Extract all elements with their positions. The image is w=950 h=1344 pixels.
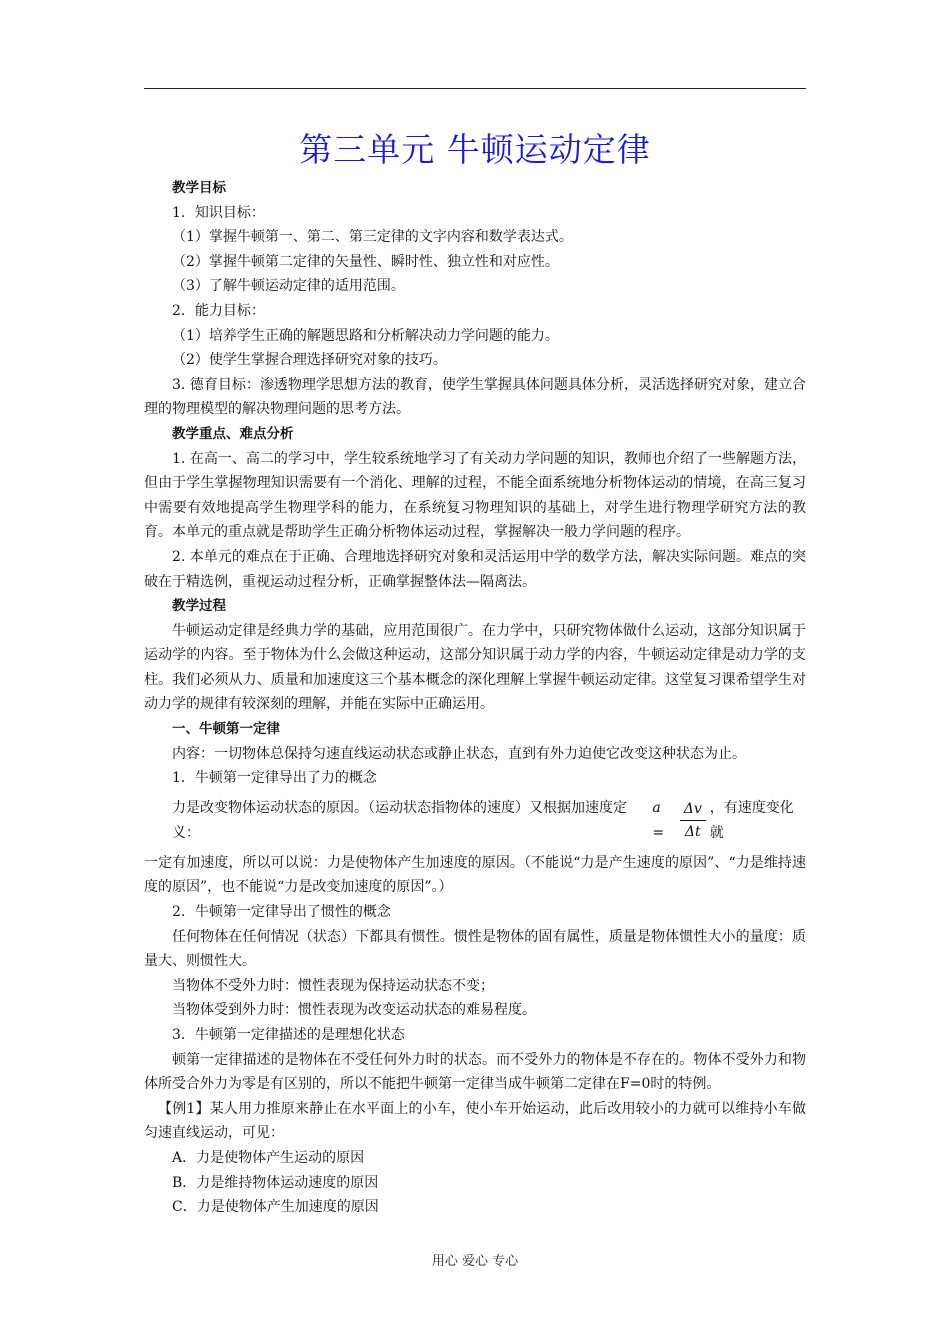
focus-paragraph-2: 2. 本单元的难点在于正确、合理地选择研究对象和灵活运用中学的数学方法，解决实际问题。难点的突破在于精选例，重视运动过程分析，正确掌握整体法—隔离法。 [144, 548, 806, 590]
goal-moral: 3. 德育目标：渗透物理学思想方法的教育，使学生掌握具体问题具体分析，灵活选择研究对象，建立合理的物理模型的解决物理问题的思考方法。 [144, 376, 806, 418]
law1-point-3: 3．牛顿第一定律描述的是理想化状态 [172, 1027, 405, 1043]
process-heading: 教学过程 [172, 598, 226, 615]
law1-point-3-a: 顿第一定律描述的是物体在不受任何外力时的状态。而不受外力的物体是不存在的。物体不受外力和物体所受合外力为零是有区别的，所以不能把牛顿第一定律当成牛顿第二定律在F=0时的特例。 [144, 1051, 806, 1093]
acceleration-formula [646, 796, 709, 845]
formula-denominator: Δt [684, 824, 701, 841]
law1-content: 内容：一切物体总保持匀速直线运动状态或静止状态，直到有外力迫使它改变这种状态为止。 [172, 745, 746, 762]
law1-point-1-cont: 一定有加速度，所以可以说：力是使物体产生加速度的原因。（不能说“力是产生速度的原因”、“力是维持速度的原因”，也不能说“力是改变加速度的原因”。） [144, 854, 806, 896]
law1-point-2-a: 任何物体在任何情况（状态）下都具有惯性。惯性是物体的固有属性，质量是物体惯性大小的量度：质量大、则惯性大。 [144, 928, 806, 970]
goal-knowledge: 1．知识目标： [172, 204, 265, 221]
goal-ability: 2．能力目标： [172, 302, 265, 319]
option-a: A．力是使物体产生运动的原因 [172, 1149, 365, 1166]
page-footer: 用心 爱心 专心 [431, 1254, 519, 1269]
formula-lead-text: 力是改变物体运动状态的原因。（运动状态指物体的速度）又根据加速度定义： [172, 800, 627, 841]
formula-line [144, 791, 806, 851]
formula-numerator: Δv [683, 801, 702, 818]
formula-tail-text: ，有速度变化就 [709, 800, 794, 841]
goals-heading: 教学目标 [172, 180, 226, 196]
process-intro: 牛顿运动定律是经典力学的基础，应用范围很广。在力学中，只研究物体做什么运动，这部分知识属于运动学的内容。至于物体为什么会做这种运动，这部分知识属于动力学的内容，牛顿运动定律是动力学的支柱。我们必须从力、质量和加速度这三个基本概念的深化理解上掌握牛顿运动定律。这堂复习课希望学生对动力学的规律有较深刻的理解，并能在实际中正确运用。 [144, 622, 806, 713]
goal-ability-1: （1）培养学生正确的解题思路和分析解决动力学问题的能力。 [172, 327, 559, 344]
law1-heading: 一、牛顿第一定律 [172, 721, 280, 738]
focus-heading: 教学重点、难点分析 [172, 425, 294, 442]
law1-point-2-c: 当物体受到外力时：惯性表现为改变运动状态的难易程度。 [172, 1002, 536, 1019]
goal-ability-2: （2）使学生掌握合理选择研究对象的技巧。 [172, 352, 447, 369]
document-body [144, 176, 806, 1220]
focus-paragraph-1: 1. 在高一、高二的学习中，学生较系统地学习了有关动力学问题的知识，教师也介绍了一些解题方法，但由于学生掌握物理知识需要有一个消化、理解的过程，不能全面系统地分析物体运动的情境，在高三复习中需要有效地提高学生物理学科的能力，在系统复习物理知识的基础上，对学生进行物理学研究方法的教育。本单元的重点就是帮助学生正确分析物体运动过程，掌握解决一般力学问题的程序。 [144, 450, 806, 541]
fraction-bar [680, 820, 706, 821]
law1-point-2: 2．牛顿第一定律导出了惯性的概念 [172, 904, 391, 921]
formula-fraction [680, 800, 706, 841]
option-b: B．力是维持物体运动速度的原因 [172, 1174, 379, 1191]
goal-knowledge-2: （2）掌握牛顿第二定律的矢量性、瞬时性、独立性和对应性。 [172, 253, 559, 270]
header-rule [144, 88, 806, 89]
option-c: C．力是使物体产生加速度的原因 [172, 1199, 379, 1216]
page-title: 第三单元 牛顿运动定律 [299, 130, 651, 169]
example-1: 【例1】某人用力推原来静止在水平面上的小车，使小车开始运动，此后改用较小的力就可以维持小车做匀速直线运动，可见： [144, 1100, 806, 1142]
goal-knowledge-1: （1）掌握牛顿第一、第二、第三定律的文字内容和数学表达式。 [172, 229, 573, 246]
formula-lhs: a = [652, 800, 665, 841]
goal-knowledge-3: （3）了解牛顿运动定律的适用范围。 [172, 278, 405, 295]
law1-point-1: 1．牛顿第一定律导出了力的概念 [172, 770, 377, 787]
law1-point-2-b: 当物体不受外力时：惯性表现为保持运动状态不变； [172, 977, 494, 994]
